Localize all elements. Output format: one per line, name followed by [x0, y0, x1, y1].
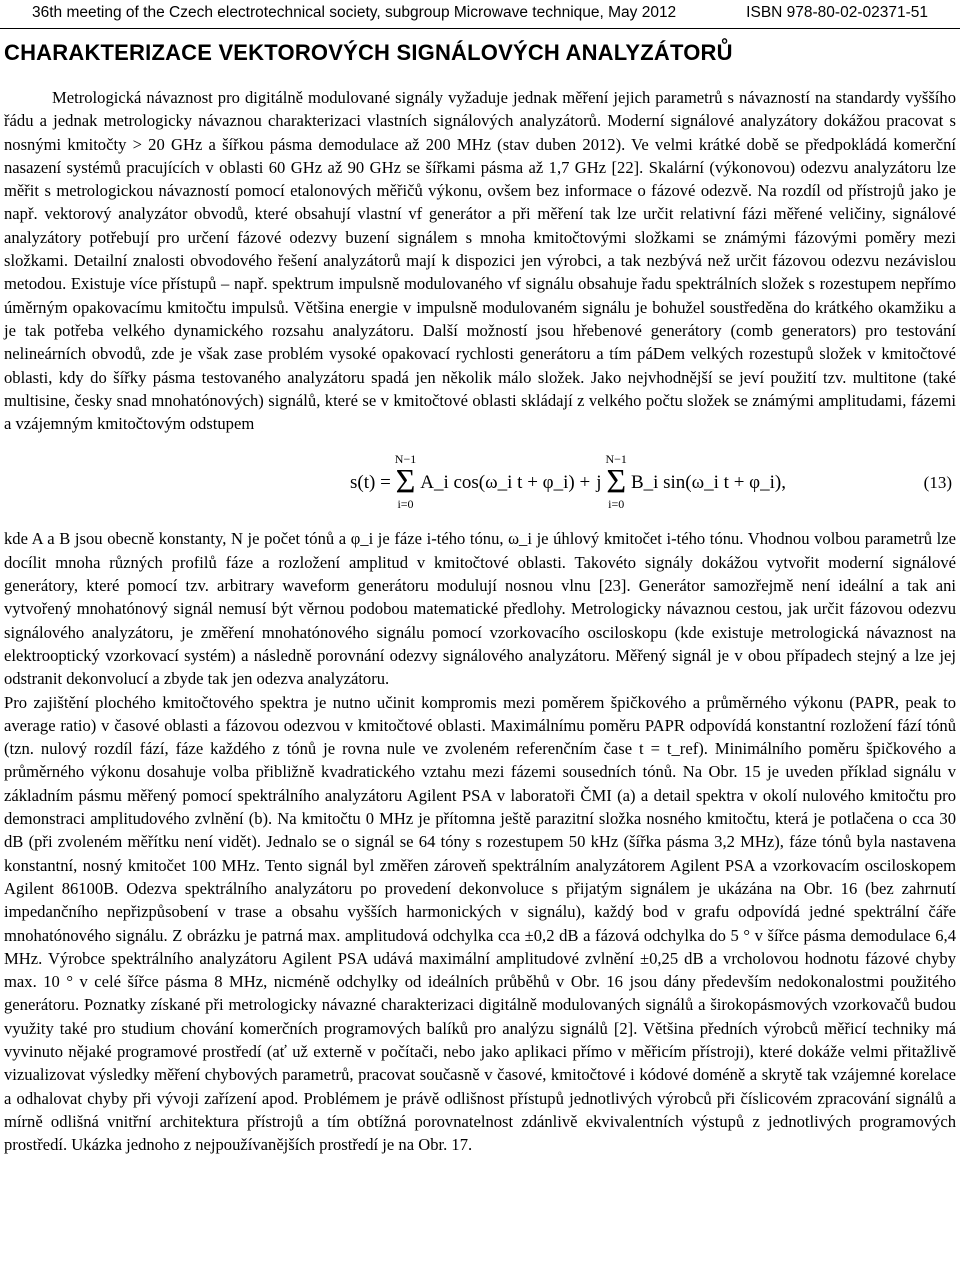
- equation-term-2: B_i sin(ω_i t + φ_i),: [630, 471, 786, 493]
- isbn: ISBN 978-80-02-02371-51: [746, 4, 928, 21]
- header-rule: [0, 28, 960, 29]
- body-text: [4, 86, 956, 1156]
- paragraph-3: Pro zajištění plochého kmitočtového spektra je nutno učinit kompromis mezi poměrem špičkového a průměrného výkonu (PAPR, peak to average ratio) v časové oblasti a fázovou odezvou v kmitočtové oblasti. Maximálnímu poměru PAPR odpovídá konstantní rozložení fází tónů (tzn. nulový rozdíl fází, fáze každého z tónů je rovna nule ve zvoleném referenčním čase t = t_ref). Minimálního poměru špičkového a průměrného výkonu dosahuje volba přibližně kvadratického vztahu mezi fázemi sousedních tónů. Na Obr. 15 je uveden příklad signálu v základním pásmu měřený pomocí spektrálního analyzátoru Agilent PSA v laboratoři ČMI (a) a detail spektra v okolí nulového kmitočtu pro demonstraci amplitudového zvlnění (b). Na kmitočtu 0 MHz je přítomna ještě parazitní složka nosného kmitočtu, která je potlačena o cca 30 dB (při zvoleném měřítku není vidět). Jednalo se o signál se 64 tóny s rozestupem 50 kHz (šířka pásma 3,2 MHz), fáze tónů byla nastavena konstantní, nosný kmitočet 100 MHz. Tento signál byl změřen zároveň spektrálním analyzátorem Agilent PSA a vzorkovacím osciloskopem Agilent 86100B. Odezva spektrálního analyzátoru po provedení dekonvoluce s přijatým signálem je ukázána na Obr. 16 (bez zahrnutí impedančního nepřizpůsobení v trase a obsahu vyšších harmonických v signálu), každý bod v grafu odpovídá jedné spektrální čáře mnohatónového signálu. Z obrázku je patrná max. amplitudová odchylka cca ±0,2 dB a fázová odchylka do 5 ° v šířce pásma demodulace 6,4 MHz. Výrobce spektrálního analyzátoru Agilent PSA udává maximální amplitudové zvlnění ±0,25 dB a vrcholovou hodnotu fázové chyby max. 10 ° v celé šířce pásma 8 MHz, nicméně odchylky od ideálních průběhů v Obr. 16 jsou dány především nedokonalostmi použitého generátoru. Poznatky získané při metrologicky návazné charakterizaci digitálně modulovaných signálů a širokopásmových vzorkovačů budou využity také pro studium chování komerčních programových balíků pro analýzu signálů [2]. Většina předních výrobců měřicí techniky má vyvinuto nějaké programové prostředí (ať už externě v počítači, nebo jako aplikaci přímo v měřicím přístroji), které dokáže velmi přitažlivě vizualizovat výsledky měření chybových parametrů, pracovat současně v časové, kmitočtové i kódové doméně a skrytě tak vzájemné korelace a odhalovat chyby při vývoji zařízení apod. Problémem je právě odlišnost přístupů jednotlivých výrobců při číslicovém zpracování signálů a mírně odlišná vnitřní architektura přístrojů a tím obtížná porovnatelnost zdánlivě ekvivalentních výstupů z jednotlivých programových prostředí. Ukázka jednoho z nejpoužívanějších prostředí je na Obr. 17.: [4, 692, 956, 1155]
- sum-upper-1: N−1: [394, 452, 417, 467]
- page-header: [32, 0, 928, 26]
- equation-number: (13): [923, 472, 952, 492]
- equation-lhs: s(t) =: [350, 471, 391, 493]
- sum-symbol-2: N−1 Σ i=0: [605, 452, 627, 512]
- paragraph-2: kde A a B jsou obecně konstanty, N je počet tónů a φ_i je fáze i-tého tónu, ω_i je úhlový kmitočet i-tého tónu. Vhodnou volbou parametrů lze docílit mnoha různých profilů fáze a rozložení amplitud v kmitočtové oblasti. Takovéto signály dokážou vytvořit moderní signálové generátory, které pomocí tzv. arbitrary waveform generátoru modulují nosnou vlnu [23]. Generátor samozřejmě není ideální a tak ani vytvořený mnohatónový signál nemusí být věrnou podobou matematické předlohy. Metrologicky návaznou cestou, jak určit fázovou odezvu signálového analyzátoru, je změření mnohatónového signálu pomocí vzorkovacího osciloskopu (kde existuje metrologická návaznost na elektrooptický vzorkovací systém) a následně porovnání odezvy signálového analyzátoru. Měřený signál je v obou případech stejný a lze jej odstranit dekonvolucí a zbyde tak jen odezva analyzátoru.: [4, 529, 956, 689]
- sum-symbol-1: N−1 Σ i=0: [394, 452, 417, 512]
- section-title: CHARAKTERIZACE VEKTOROVÝCH SIGNÁLOVÝCH ANALYZÁTORŮ: [4, 40, 733, 65]
- sum-lower-1: i=0: [397, 497, 414, 512]
- paragraph-1: Metrologická návaznost pro digitálně modulované signály vyžaduje jednak měření jejich parametrů s návazností na standardy vyššího řádu a jednak metrologicky návaznou charakterizaci vlastních signálových analyzátorů. Moderní signálové analyzátory dokážou pracovat s nosnými kmitočty > 20 GHz a šířkou pásma demodulace až 200 MHz (stav duben 2012). Ve velmi krátké době se předpokládá komerční nasazení systémů pracujících v oblasti 60 GHz až 90 GHz se šířkami pásma až 1,7 GHz [22]. Skalární (výkonovou) odezvu analyzátoru lze měřit s metrologickou návazností pomocí etalonových měřičů výkonu, ovšem bez informace o fázové odezvě. Na rozdíl od přístrojů jako je např. vektorový analyzátor obvodů, které obsahují vlastní vf generátor a při měření tak lze určit relativní fázi měřené veličiny, signálové analyzátory potřebují pro určení fázové odezvy buzení signálem s mnoha kmitočtovými složkami se známými fázovými poměry mezi složkami. Detailní znalosti obvodového řešení analyzátorů mají k dispozici jen výrobci, a tak nezbývá než určit fázovou odezvu nezávislou metodou. Existuje více přístupů – např. spektrum impulsně modulovaného vf signálu obsahuje řadu spektrálních složek s rozestupem nepřímo úměrným opakovacímu kmitočtu impulsů. Většina energie v impulsně modulovaném signálu je bohužel soustředěna do krátkého okamžiku a je tak potřeba velkého dynamického rozsahu analyzátoru. Další možností jsou hřebenové generátory (comb generators) pro testování nelineárních obvodů, zde je však zase problém vysoké opakovací rychlosti generátoru a tím páDem velkých rozestupů složek v kmitočtové oblasti, kdy do šířky pásma testovaného analyzátoru spadá jen několik málo složek. Jako nejvhodnější se jeví použití tzv. multitone (také multisine, česky snad mnohatónových) signálů, které se v kmitočtové oblasti skládají z velkého počtu složek se známými amplitudami, fázemi a vzájemným kmitočtovým odstupem: [4, 88, 956, 434]
- equation-term-1: A_i cos(ω_i t + φ_i) +: [420, 471, 591, 493]
- sum-upper-2: N−1: [605, 452, 627, 467]
- equation-13: [4, 441, 956, 523]
- equation-j: j: [596, 471, 602, 493]
- conference-name: 36th meeting of the Czech electrotechnical society, subgroup Microwave technique, May 2012: [32, 4, 677, 21]
- sum-lower-2: i=0: [608, 497, 625, 512]
- equation-formula: [350, 453, 924, 511]
